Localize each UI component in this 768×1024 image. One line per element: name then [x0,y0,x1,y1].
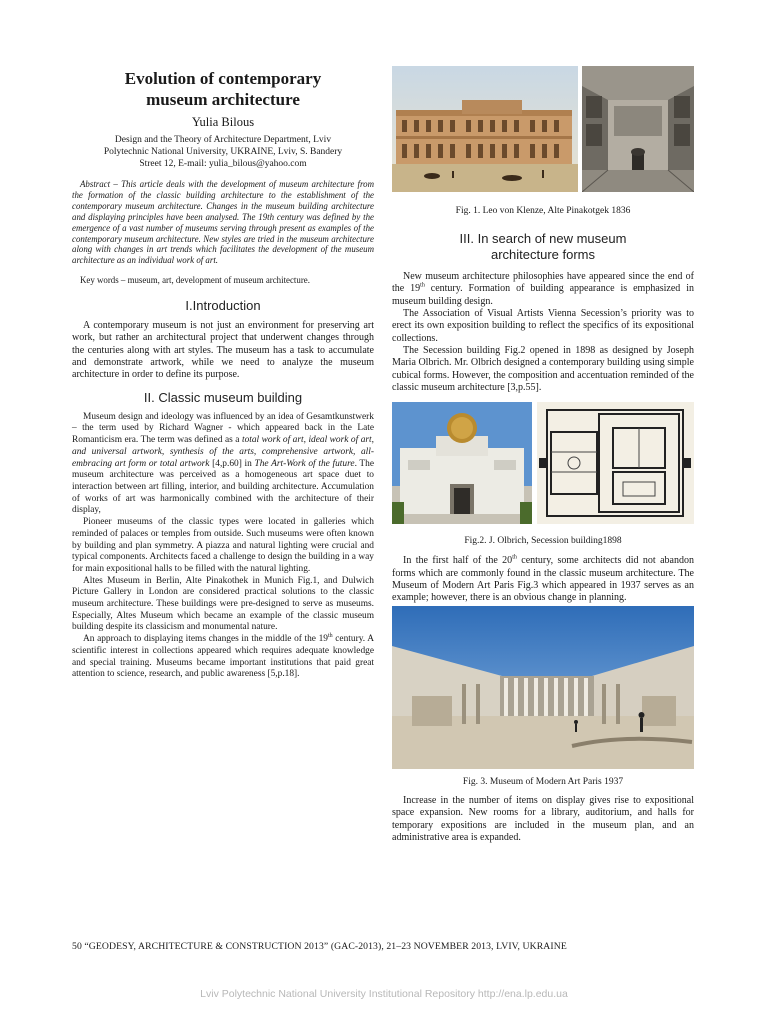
figure-1-caption: Fig. 1. Leo von Klenze, Alte Pinakotgek 1836 [455,206,631,216]
text-run: [4,p.60] in [209,458,255,469]
secession-plan-image [537,402,694,524]
paper-title [72,68,374,110]
figure-2-caption: Fig.2. J. Olbrich, Secession building1898 [464,536,622,547]
text-run: New museum architecture philosophies have appeared since the end of the 19 [392,271,694,295]
abstract: Abstract – This article deals with the development of museum architecture from the formation of the classic building architecture to the establishment of the contemporary museum architecture. Changes in the museum building architecture and displaying principles have been analysed. The 19th century was defined by the emergence of a vast number of museums serving through present as examples of the contemporary museum architecture. New styles are tried in the museum architecture along with changes in art trends which facilitates the development of the museum architecture as an individual work of art. [72,179,374,266]
emphasis-text: total work of art, ideal work of art, and universal artwork, synthesis of the arts, comprehensive artwork, all-embracing art form or total artwork [72,435,374,469]
title-line-2: museum architecture [146,90,300,109]
superscript: th [327,633,333,639]
text-run: An approach to displaying items changes in the middle of the 19 [83,634,328,645]
text-run: century. A scientific interest in collections appeared which requires adequate knowledge and special training. Museums became important institutions that paid great attention to science, research, and public awareness [5,p.18]. [72,634,374,680]
classic-paragraph-3: Altes Museum in Berlin, Alte Pinakothek in Munich Fig.1, and Dulwich Picture Gallery in London are considered practical solutions to the classic museum architecture. These buildings were pre-designed to serve as museums. Especially, Altes Museum which became an example of the classic museum building despite its classicism and monumental nature. [72,575,374,633]
new-forms-paragraph-1 [392,271,694,308]
section-heading-introduction: I.Introduction [185,298,261,314]
affiliation-line-2: Polytechnic National University, UKRAINE, Lviv, S. Bandery [103,147,343,157]
figure-2 [392,402,694,524]
secession-building-image [392,402,532,524]
text-run: In the first half of the 20 [403,555,513,567]
new-forms-paragraph-2: The Association of Visual Artists Vienna Secession’s priority was to erect its own exposition building to reflect the specifics of its expositional collections. [392,308,694,344]
text-run: Museum design and ideology was influenced by an idea of Gesamtkunstwerk – the term used by Richard Wagner - which appeared back in the Late Romanticism era. The term was defined as a [72,411,374,446]
classic-paragraph-1 [72,412,374,517]
figure-3-caption: Fig. 3. Museum of Modern Art Paris 1937 [462,776,624,787]
heading-line-1: III. In search of new museum [459,231,627,246]
keywords: Key words – museum, art, development of museum architecture. [80,275,310,286]
introduction-paragraph: A contemporary museum is not just an environment for preserving art work, but rather an architectural project that underwent changes through the centuries along with art styles. The museum has a task to accumulate and demonstrate artwork, while we need to analyze the museum architecture in order to define its purpose. [72,320,374,381]
heading-line-2: architecture forms [490,247,596,262]
text-run: . The museum architecture was perceived as a homogeneous art space duet to interaction between art filling, interior, and building architecture. Accumulation of works of art was harmonically combined with the architecture of their display, [72,458,375,516]
affiliation [72,134,374,170]
superscript: th [512,555,517,562]
author-name: Yulia Bilous [191,115,255,129]
figure-1 [392,66,694,192]
affiliation-line-1: Design and the Theory of Architecture Department, Lviv [114,135,332,145]
emphasis-text: The Art-Work of the future [254,458,355,469]
left-column [72,66,374,681]
section-heading-classic: II. Classic museum building [143,389,303,405]
superscript: th [420,283,425,290]
alte-pinakothek-interior-image [582,66,694,192]
alte-pinakothek-exterior-image [392,66,578,192]
section-heading-new-forms [392,231,694,263]
right-column [392,66,694,844]
text-run: century, some architects did not abandon forms which are commonly found in the classic museum architecture. The Museum of Modern Art Paris Fig.3 which appeared in 1937 serves as an example; however, there is an obvious change in planning. [392,555,694,604]
title-line-1: Evolution of contemporary [124,69,322,88]
museum-modern-art-paris-image [392,606,694,769]
classic-paragraph-2: Pioneer museums of the classic types were located in galleries which reminded of palaces or temples from outside. Such museums were often known by building and plan symmetry. A piazza and natural lighting were crucial and typical components. Architects faced a challenge to design the building in a way for main expositional halls to be filled with the natural lighting. [72,517,374,574]
text-run: century. Formation of building appearance is emphasized in museum building design. [392,283,695,307]
page-footer: 50 “GEODESY, ARCHITECTURE & CONSTRUCTION 2013” (GAC-2013), 21–23 NOVEMBER 2013, LVIV, UKRAINE [72,941,567,952]
new-forms-paragraph-5: Increase in the number of items on display gives rise to expositional space expansion. New rooms for a library, auditorium, and halls for temporary expositions are included in the museum plan, and an administrative area is expanded. [392,794,694,843]
affiliation-line-3: Street 12, E-mail: yulia_bilous@yahoo.com [139,159,307,169]
repository-watermark: Lviv Polytechnic National University Institutional Repository http://ena.lp.edu.ua [200,988,568,1000]
new-forms-paragraph-3: The Secession building Fig.2 opened in 1898 as designed by Joseph Maria Olbrich. Mr. Olbrich designed a contemporary building using simple cubical forms. However, the composition and accentuation reminded of the classic museum architecture [3,p.55]. [392,345,694,394]
new-forms-paragraph-4 [392,555,694,604]
classic-paragraph-4 [72,634,374,681]
